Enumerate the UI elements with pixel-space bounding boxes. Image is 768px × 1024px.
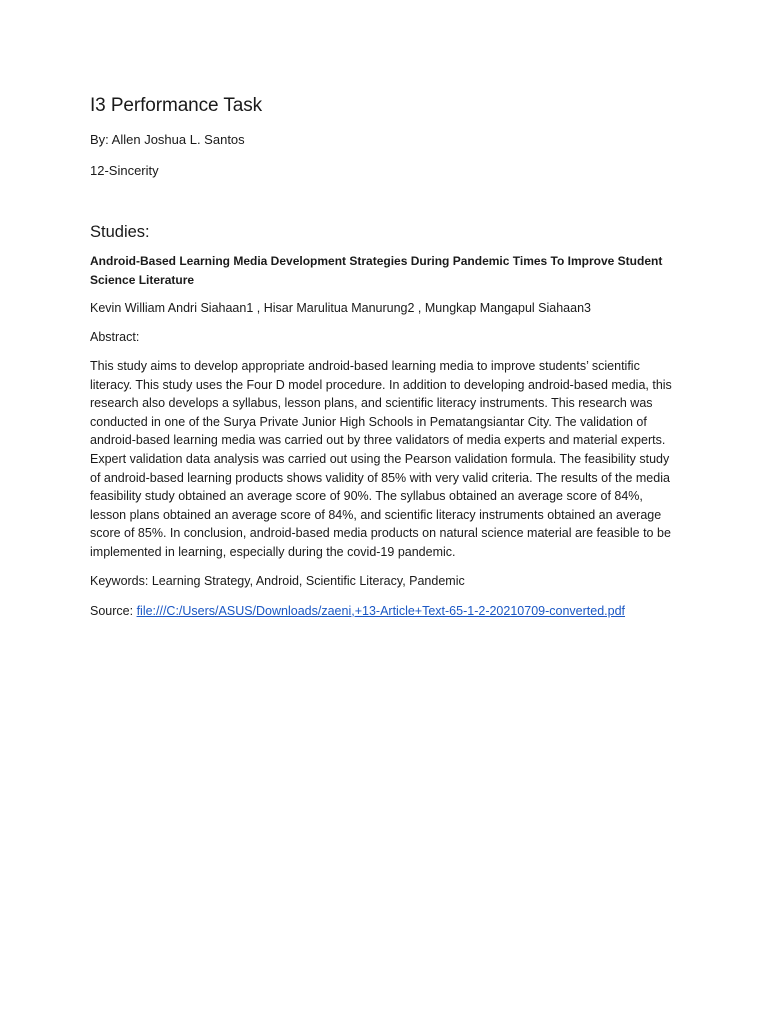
keywords-line: Keywords: Learning Strategy, Android, Scientific Literacy, Pandemic — [90, 573, 465, 588]
author-byline: By: Allen Joshua L. Santos — [90, 132, 245, 147]
document-body — [90, 93, 682, 620]
abstract-label: Abstract: — [90, 330, 140, 344]
paper-title: Android-Based Learning Media Development Strategies During Pandemic Times To Improve Student Science Literature — [90, 254, 663, 287]
paper-authors: Kevin William Andri Siahaan1 , Hisar Marulitua Manurung2 , Mungkap Mangapul Siahaan3 — [90, 301, 591, 315]
source-label: Source: — [90, 603, 137, 618]
abstract-text: This study aims to develop appropriate android-based learning media to improve students’ scientific literacy. This study uses the Four D model procedure. In addition to developing android-based media, this research also develops a syllabus, lesson plans, and scientific literacy instruments. This research was conducted in one of the Surya Private Junior High Schools in Pematangsiantar City. The validation of android-based learning media was carried out by three validators of media experts and material experts. Expert validation data analysis was carried out using the Pearson validation formula. The feasibility study of android-based learning products shows validity of 85% with very valid criteria. The results of the media feasibility study obtained an average score of 90%. The syllabus obtained an average score of 84%, lesson plans obtained an average score of 84%, and scientific literacy instruments obtained an average score of 85%. In conclusion, android-based media products on natural science material are feasible to be implemented in learning, especially during the covid-19 pandemic. — [90, 359, 672, 559]
source-line — [90, 602, 682, 620]
source-link[interactable]: file:///C:/Users/ASUS/Downloads/zaeni,+13-Article+Text-65-1-2-20210709-converted.pdf — [136, 603, 626, 618]
studies-heading: Studies: — [90, 223, 150, 241]
document-title: I3 Performance Task — [90, 95, 262, 116]
section-label: 12-Sincerity — [90, 163, 159, 178]
